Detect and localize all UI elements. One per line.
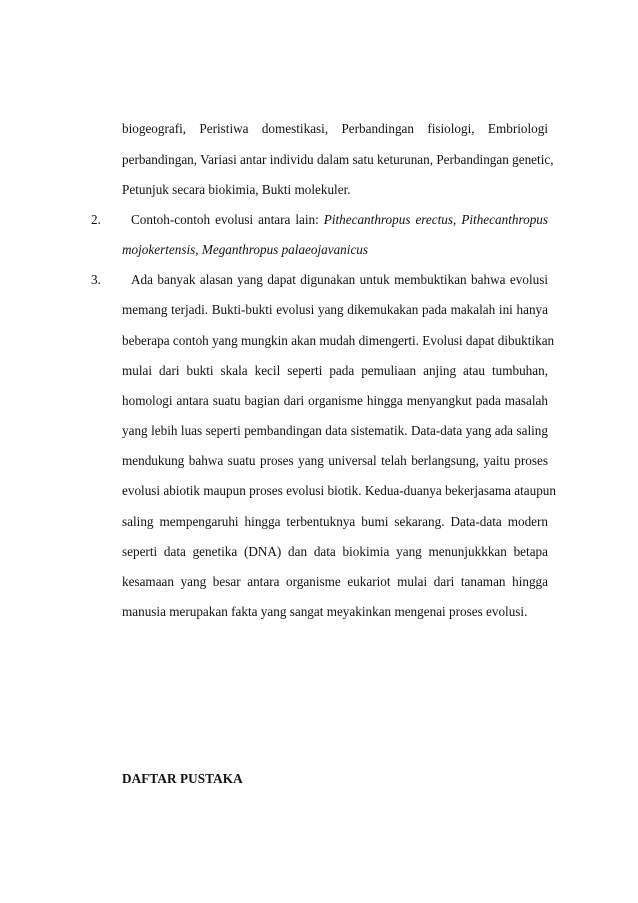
section-heading-daftar-pustaka: DAFTAR PUSTAKA <box>122 771 243 786</box>
item3-line-12: manusia merupakan fakta yang sangat meyakinkan mengenai proses evolusi. <box>122 604 528 619</box>
item1-line-1: biogeografi, Peristiwa domestikasi, Perbandingan fisiologi, Embriologi <box>122 121 548 136</box>
item3-line-7: mendukung bahwa suatu proses yang universal telah berlangsung, yaitu proses <box>122 453 548 468</box>
item3-line-5: homologi antara suatu bagian dari organisme hingga menyangkut pada masalah <box>122 393 548 408</box>
item3-line-4: mulai dari bukti skala kecil seperti pada pemuliaan anjing atau tumbuhan, <box>122 363 548 378</box>
item2-prefix: Contoh-contoh evolusi antara lain: <box>131 212 324 227</box>
species-pithecanthropus-erectus: Pithecanthropus erectus <box>323 212 454 227</box>
list-number-2: 2. <box>91 212 101 227</box>
item1-line-2: perbandingan, Variasi antar individu dalam satu keturunan, Perbandingan genetic, <box>122 152 554 167</box>
item3-line-11: kesamaan yang besar antara organisme eukariot mulai dari tanaman hingga <box>122 574 548 589</box>
item3-line-6: yang lebih luas seperti pembandingan data sistematik. Data-data yang ada saling <box>122 423 548 438</box>
item2-separator-2: , <box>195 242 202 257</box>
list-number-3: 3. <box>91 272 101 287</box>
item3-line-9: saling mempengaruhi hingga terbentuknya bumi sekarang. Data-data modern <box>122 514 548 529</box>
item2-line-2 <box>122 242 548 258</box>
species-mojokertensis: mojokertensis <box>122 242 196 257</box>
item3-line-3: beberapa contoh yang mungkin akan mudah dimengerti. Evolusi dapat dibuktikan <box>122 333 555 348</box>
item1-line-3: Petunjuk secara biokimia, Bukti molekuler. <box>122 182 351 197</box>
item3-line-1: Ada banyak alasan yang dapat digunakan untuk membuktikan bahwa evolusi <box>131 272 548 287</box>
item2-line-1 <box>131 212 548 228</box>
item3-line-2: memang terjadi. Bukti-bukti evolusi yang dikemukakan pada makalah ini hanya <box>122 302 548 317</box>
item3-line-10: seperti data genetika (DNA) dan data biokimia yang menunjukkkan betapa <box>122 544 548 559</box>
item3-line-8: evolusi abiotik maupun proses evolusi biotik. Kedua-duanya bekerjasama ataupun <box>122 483 556 498</box>
item2-separator-1: , <box>453 212 462 227</box>
species-meganthropus-palaeojavanicus: Meganthropus palaeojavanicus <box>201 242 369 257</box>
species-pithecanthropus: Pithecanthropus <box>461 212 549 227</box>
